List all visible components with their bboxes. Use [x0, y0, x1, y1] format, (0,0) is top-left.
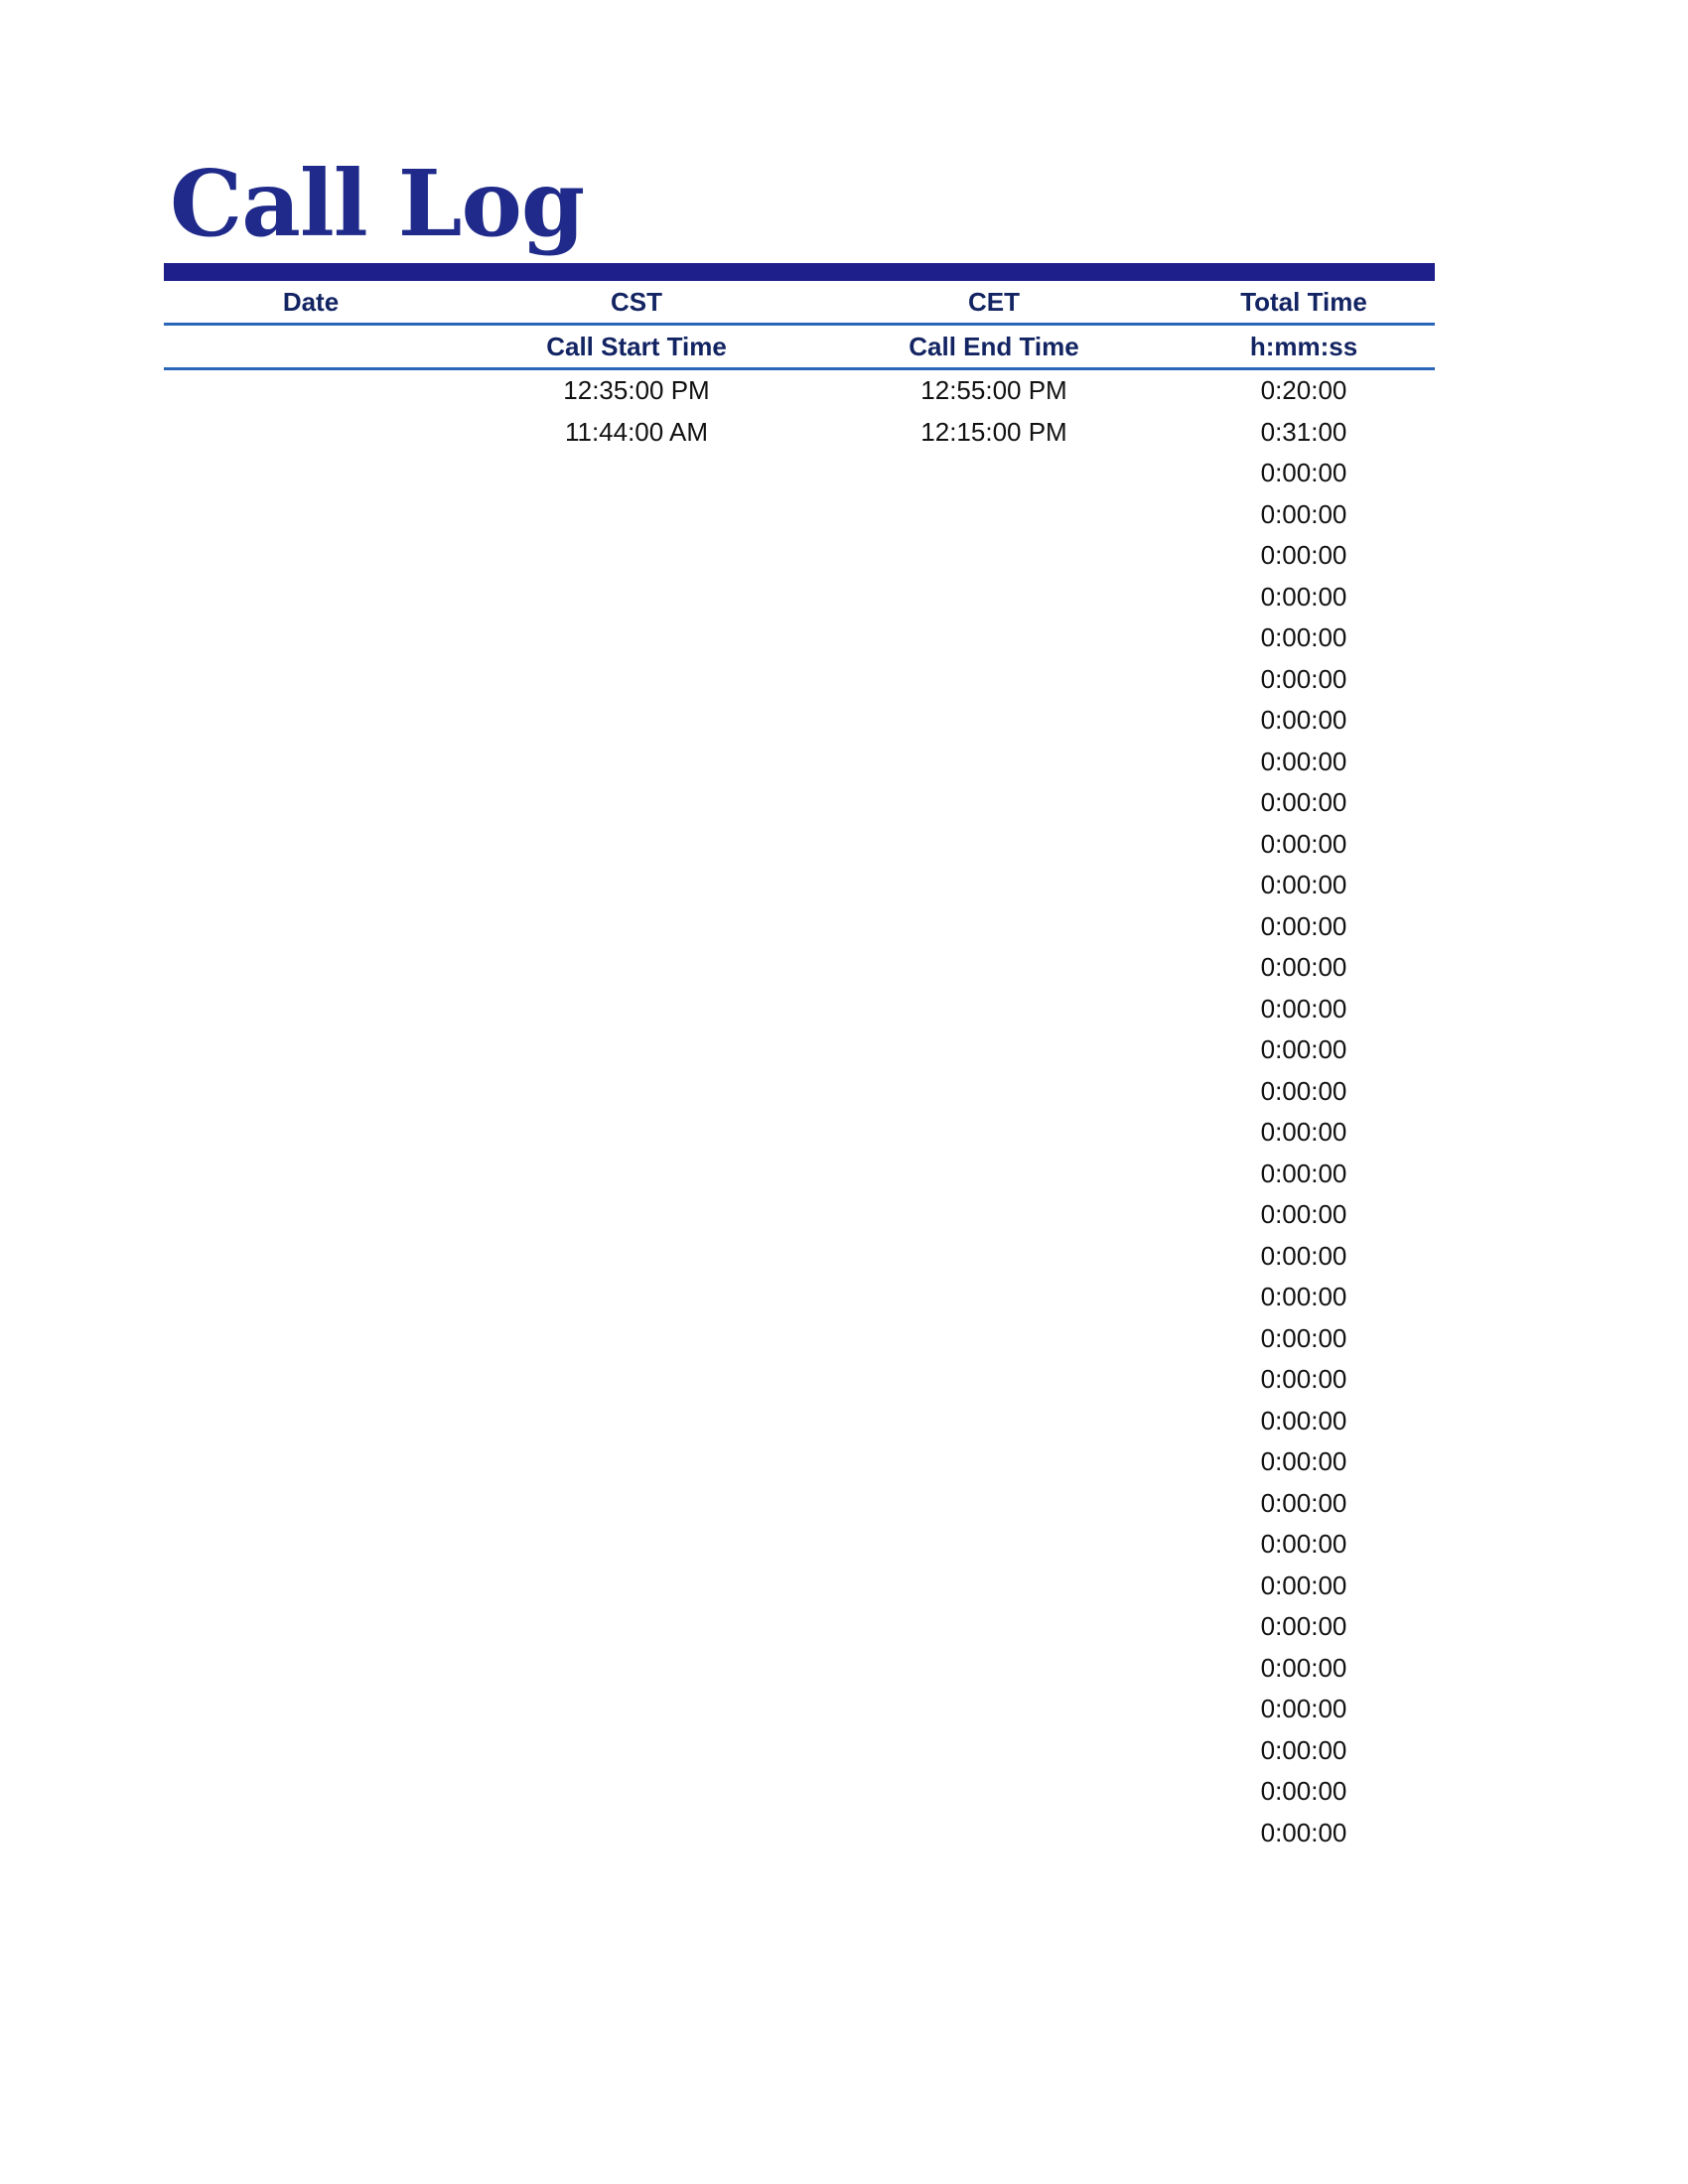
table-row [164, 1236, 1435, 1278]
total-time-cell[interactable]: 0:00:00 [1260, 746, 1347, 776]
table-row [164, 865, 1435, 906]
table-row [164, 742, 1435, 783]
call-start-time-cell[interactable]: 12:35:00 PM [563, 375, 710, 406]
table-row [164, 1524, 1435, 1566]
header-row-primary [164, 281, 1435, 326]
table-row [164, 617, 1435, 659]
table-row [164, 1401, 1435, 1442]
table-row [164, 906, 1435, 948]
table-row [164, 1029, 1435, 1071]
table-row [164, 412, 1435, 454]
total-time-cell[interactable]: 0:00:00 [1260, 1364, 1347, 1395]
title-underline-bar [164, 263, 1435, 281]
total-time-cell[interactable]: 0:00:00 [1260, 1405, 1347, 1435]
total-time-cell[interactable]: 0:00:00 [1260, 1529, 1347, 1560]
call-log-rows [164, 370, 1435, 1853]
column-header-cst: CST [611, 286, 662, 317]
total-time-cell[interactable]: 0:00:00 [1260, 870, 1347, 900]
table-row [164, 1359, 1435, 1401]
total-time-cell[interactable]: 0:00:00 [1260, 581, 1347, 612]
table-row [164, 1441, 1435, 1483]
total-time-cell[interactable]: 0:20:00 [1260, 375, 1347, 406]
table-row [164, 782, 1435, 824]
call-end-time-cell[interactable]: 12:15:00 PM [920, 416, 1067, 447]
total-time-cell[interactable]: 0:00:00 [1260, 1817, 1347, 1847]
total-time-cell[interactable]: 0:00:00 [1260, 993, 1347, 1024]
table-row [164, 494, 1435, 536]
table-row [164, 1112, 1435, 1154]
table-row [164, 1318, 1435, 1360]
table-row [164, 700, 1435, 742]
table-row [164, 1154, 1435, 1195]
table-row [164, 1071, 1435, 1113]
total-time-cell[interactable]: 0:00:00 [1260, 498, 1347, 529]
total-time-cell[interactable]: 0:00:00 [1260, 952, 1347, 983]
total-time-cell[interactable]: 0:00:00 [1260, 705, 1347, 736]
column-subheader-call-end-time: Call End Time [909, 331, 1079, 361]
table-row [164, 1813, 1435, 1854]
total-time-cell[interactable]: 0:00:00 [1260, 1117, 1347, 1148]
header-row-secondary [164, 326, 1435, 370]
table-row [164, 824, 1435, 866]
total-time-cell[interactable]: 0:00:00 [1260, 1487, 1347, 1518]
table-row [164, 535, 1435, 577]
table-row [164, 1566, 1435, 1607]
table-row [164, 1771, 1435, 1813]
column-subheader-time-format: h:mm:ss [1249, 331, 1358, 361]
table-row [164, 1606, 1435, 1648]
total-time-cell[interactable]: 0:00:00 [1260, 828, 1347, 859]
total-time-cell[interactable]: 0:00:00 [1260, 1446, 1347, 1477]
total-time-cell[interactable]: 0:00:00 [1260, 1158, 1347, 1188]
total-time-cell[interactable]: 0:00:00 [1260, 663, 1347, 694]
total-time-cell[interactable]: 0:00:00 [1260, 1199, 1347, 1230]
column-header-date: Date [282, 286, 340, 317]
table-row [164, 1194, 1435, 1236]
call-end-time-cell[interactable]: 12:55:00 PM [920, 375, 1067, 406]
table-row [164, 1648, 1435, 1690]
page-title: Call Log [170, 150, 585, 257]
total-time-cell[interactable]: 0:00:00 [1260, 787, 1347, 818]
table-row [164, 1730, 1435, 1772]
total-time-cell[interactable]: 0:00:00 [1260, 1075, 1347, 1106]
table-row [164, 659, 1435, 701]
table-row [164, 947, 1435, 989]
column-header-total-time: Total Time [1240, 286, 1367, 317]
total-time-cell[interactable]: 0:00:00 [1260, 1570, 1347, 1600]
total-time-cell[interactable]: 0:00:00 [1260, 1322, 1347, 1353]
total-time-cell[interactable]: 0:00:00 [1260, 1734, 1347, 1765]
table-row [164, 989, 1435, 1030]
total-time-cell[interactable]: 0:00:00 [1260, 622, 1347, 653]
total-time-cell[interactable]: 0:00:00 [1260, 1611, 1347, 1642]
table-row [164, 1277, 1435, 1318]
table-row [164, 370, 1435, 412]
call-start-time-cell[interactable]: 11:44:00 AM [564, 416, 709, 447]
total-time-cell[interactable]: 0:00:00 [1260, 910, 1347, 941]
total-time-cell[interactable]: 0:00:00 [1260, 458, 1347, 488]
column-header-cet: CET [968, 286, 1020, 317]
table-row [164, 1689, 1435, 1730]
total-time-cell[interactable]: 0:00:00 [1260, 1652, 1347, 1683]
call-log-sheet [164, 149, 1435, 1853]
table-row [164, 1483, 1435, 1525]
total-time-cell[interactable]: 0:00:00 [1260, 1776, 1347, 1807]
total-time-cell[interactable]: 0:31:00 [1260, 416, 1347, 447]
table-row [164, 453, 1435, 494]
total-time-cell[interactable]: 0:00:00 [1260, 1694, 1347, 1724]
total-time-cell[interactable]: 0:00:00 [1260, 1282, 1347, 1312]
total-time-cell[interactable]: 0:00:00 [1260, 1240, 1347, 1271]
column-subheader-call-start-time: Call Start Time [546, 331, 727, 361]
total-time-cell[interactable]: 0:00:00 [1260, 1034, 1347, 1065]
total-time-cell[interactable]: 0:00:00 [1260, 540, 1347, 571]
table-row [164, 577, 1435, 618]
